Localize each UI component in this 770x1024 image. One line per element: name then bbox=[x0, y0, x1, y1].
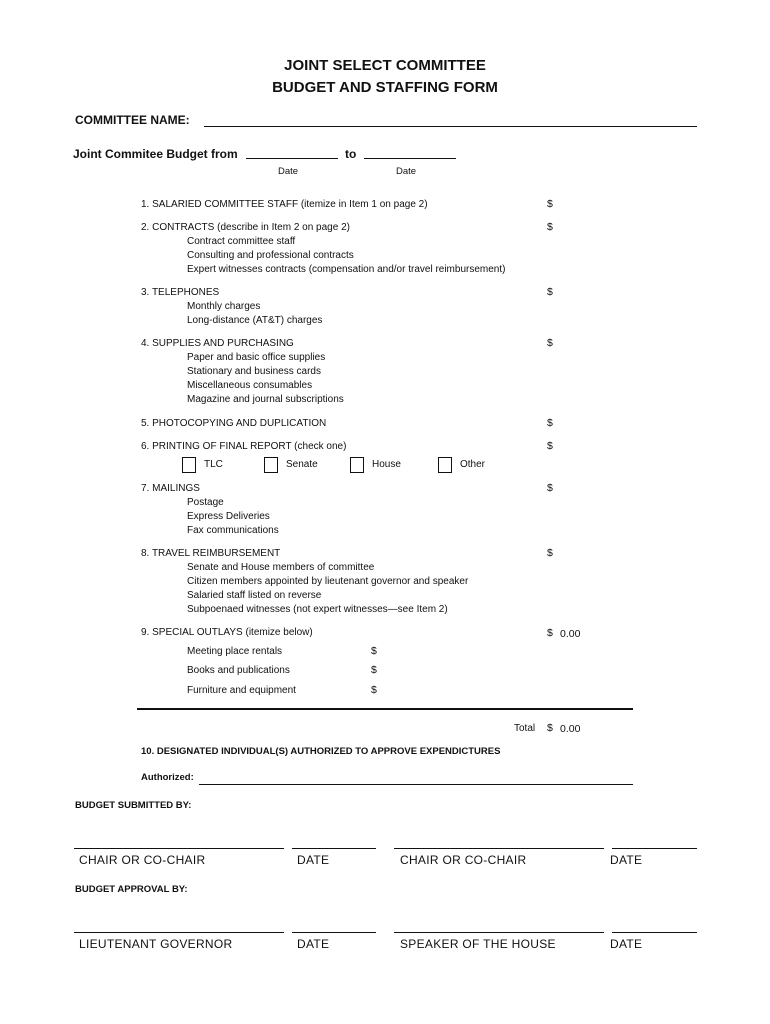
approval-date2-line[interactable] bbox=[612, 932, 697, 933]
house-label: House bbox=[372, 459, 401, 470]
outlay-dollar[interactable]: $ bbox=[371, 664, 377, 676]
lg-signature-line[interactable] bbox=[74, 932, 284, 933]
speaker-signature-line[interactable] bbox=[394, 932, 604, 933]
budget-from-date-field[interactable] bbox=[246, 158, 338, 159]
approval-date1-line[interactable] bbox=[292, 932, 376, 933]
item-3-sub: Monthly charges bbox=[187, 301, 261, 312]
item-4-sub: Magazine and journal subscriptions bbox=[187, 394, 344, 405]
authorized-label: Authorized: bbox=[141, 772, 194, 783]
form-title-line1: JOINT SELECT COMMITTEE bbox=[284, 57, 486, 74]
outlay-label: Books and publications bbox=[187, 665, 290, 676]
outlay-label: Furniture and equipment bbox=[187, 685, 296, 696]
committee-name-field[interactable] bbox=[204, 126, 697, 127]
total-divider bbox=[137, 708, 633, 710]
senate-checkbox[interactable] bbox=[264, 457, 278, 473]
item-9-dollar: $ bbox=[547, 627, 553, 639]
house-checkbox[interactable] bbox=[350, 457, 364, 473]
item-4-dollar[interactable]: $ bbox=[547, 337, 553, 349]
senate-label: Senate bbox=[286, 459, 318, 470]
item-2-sub: Consulting and professional contracts bbox=[187, 250, 354, 261]
date-caption-from: Date bbox=[278, 166, 299, 177]
budget-from-label: Joint Commitee Budget from bbox=[73, 147, 238, 161]
item-7-label: 7. MAILINGS bbox=[141, 483, 200, 494]
item-8-dollar[interactable]: $ bbox=[547, 547, 553, 559]
lg-label: LIEUTENANT GOVERNOR bbox=[79, 937, 233, 951]
budget-to-date-field[interactable] bbox=[364, 158, 456, 159]
outlay-label: Meeting place rentals bbox=[187, 646, 283, 657]
item-2-dollar[interactable]: $ bbox=[547, 221, 553, 233]
submitted-heading: BUDGET SUBMITTED BY: bbox=[75, 800, 192, 811]
item-8-sub: Senate and House members of committee bbox=[187, 562, 375, 573]
item-4-sub: Miscellaneous consumables bbox=[187, 380, 313, 391]
chair1-signature-line[interactable] bbox=[74, 848, 284, 849]
date-caption-to: Date bbox=[396, 166, 417, 177]
item-9-label: 9. SPECIAL OUTLAYS (itemize below) bbox=[141, 627, 313, 638]
item-9-value[interactable]: 0.00 bbox=[560, 628, 581, 640]
approval-heading: BUDGET APPROVAL BY: bbox=[75, 884, 188, 895]
tlc-checkbox[interactable] bbox=[182, 457, 196, 473]
item-8-sub: Citizen members appointed by lieutenant governor and speaker bbox=[187, 576, 469, 587]
item-3-label: 3. TELEPHONES bbox=[141, 287, 220, 298]
designated-heading: 10. DESIGNATED INDIVIDUAL(S) AUTHORIZED TO APPROVE EXPENDICTURES bbox=[141, 746, 501, 757]
date1-signature-line[interactable] bbox=[292, 848, 376, 849]
date1-label: DATE bbox=[297, 853, 330, 867]
item-4-sub: Paper and basic office supplies bbox=[187, 352, 326, 363]
approval-date1-label: DATE bbox=[297, 937, 330, 951]
form-title-line2: BUDGET AND STAFFING FORM bbox=[272, 79, 498, 96]
speaker-label: SPEAKER OF THE HOUSE bbox=[400, 937, 556, 951]
item-8-sub: Subpoenaed witnesses (not expert witnesses—see Item 2) bbox=[187, 604, 448, 615]
item-3-dollar[interactable]: $ bbox=[547, 286, 553, 298]
item-2-sub: Contract committee staff bbox=[187, 236, 296, 247]
total-value[interactable]: 0.00 bbox=[560, 723, 581, 735]
total-label: Total bbox=[514, 723, 536, 734]
item-7-sub: Express Deliveries bbox=[187, 511, 270, 522]
chair2-label: CHAIR OR CO-CHAIR bbox=[400, 853, 527, 867]
authorized-field[interactable] bbox=[199, 784, 633, 785]
outlay-dollar[interactable]: $ bbox=[371, 645, 377, 657]
total-dollar: $ bbox=[547, 722, 553, 734]
item-2-label: 2. CONTRACTS (describe in Item 2 on page 2) bbox=[141, 222, 350, 233]
item-5-dollar[interactable]: $ bbox=[547, 417, 553, 429]
item-7-dollar[interactable]: $ bbox=[547, 482, 553, 494]
item-5-label: 5. PHOTOCOPYING AND DUPLICATION bbox=[141, 418, 327, 429]
item-3-sub: Long-distance (AT&T) charges bbox=[187, 315, 323, 326]
outlay-dollar[interactable]: $ bbox=[371, 684, 377, 696]
approval-date2-label: DATE bbox=[610, 937, 643, 951]
date2-label: DATE bbox=[610, 853, 643, 867]
item-7-sub: Fax communications bbox=[187, 525, 279, 536]
item-7-sub: Postage bbox=[187, 497, 224, 508]
item-1-label: 1. SALARIED COMMITTEE STAFF (itemize in Item 1 on page 2) bbox=[141, 199, 428, 210]
chair1-label: CHAIR OR CO-CHAIR bbox=[79, 853, 206, 867]
item-4-label: 4. SUPPLIES AND PURCHASING bbox=[141, 338, 294, 349]
date2-signature-line[interactable] bbox=[612, 848, 697, 849]
budget-to-label: to bbox=[345, 147, 357, 161]
item-4-sub: Stationary and business cards bbox=[187, 366, 321, 377]
item-8-label: 8. TRAVEL REIMBURSEMENT bbox=[141, 548, 281, 559]
other-label: Other bbox=[460, 459, 486, 470]
item-6-label: 6. PRINTING OF FINAL REPORT (check one) bbox=[141, 441, 347, 452]
item-2-sub: Expert witnesses contracts (compensation and/or travel reimbursement) bbox=[187, 264, 506, 275]
other-checkbox[interactable] bbox=[438, 457, 452, 473]
tlc-label: TLC bbox=[204, 459, 223, 470]
item-8-sub: Salaried staff listed on reverse bbox=[187, 590, 322, 601]
chair2-signature-line[interactable] bbox=[394, 848, 604, 849]
item-6-dollar[interactable]: $ bbox=[547, 440, 553, 452]
committee-name-label: COMMITTEE NAME: bbox=[75, 113, 190, 127]
item-1-dollar[interactable]: $ bbox=[547, 198, 553, 210]
